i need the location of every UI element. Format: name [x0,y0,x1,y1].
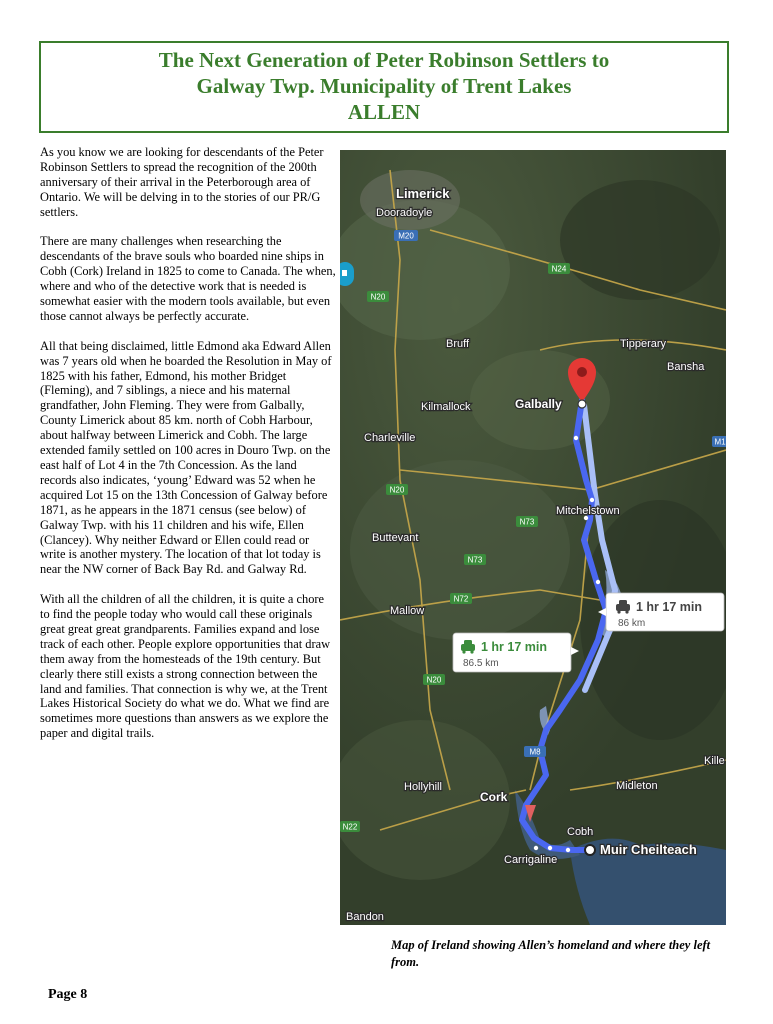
alt-route-time: 1 hr 17 min [636,600,702,614]
place-carrigaline: Carrigaline [504,854,558,866]
place-kille: Kille [704,755,725,767]
terrain-patch [350,460,570,640]
place-charleville: Charleville [364,432,416,444]
route-callout-primary[interactable] [453,633,579,672]
paragraph-1: As you know we are looking for descendants of the Peter Robinson Settlers to spread the recognition of the 200th anniversary of their arrival in the Peterborough area of Ontario. We will be delving in to the stories of our PR/G settlers. [40,145,324,219]
place-limerick: Limerick [396,186,450,201]
place-kilmallock: Kilmallock [421,401,471,413]
place-mitchelstown: Mitchelstown [556,505,620,517]
title-line-3: ALLEN [347,100,421,124]
road-label-n73: N73 [519,517,535,527]
place-hollyhill: Hollyhill [404,781,442,793]
road-label-m8: M8 [529,747,541,757]
title-line-2: Galway Twp. Municipality of Trent Lakes [196,74,572,98]
place-muir-cheilteach: Muir Cheilteach [600,842,697,857]
origin-dot [578,400,586,408]
road-label-n72: N72 [453,594,469,604]
place-cork: Cork [480,790,508,804]
place-midleton: Midleton [616,780,658,792]
place-mallow: Mallow [390,605,425,617]
side-marker-glyph [342,270,347,276]
primary-route-distance: 86.5 km [463,658,499,669]
map-svg [340,150,726,925]
place-bruff: Bruff [446,338,470,350]
map-caption: Map of Ireland showing Allen’s homeland and where they left from. [391,938,711,969]
route-map [340,150,726,925]
terrain-patch [560,180,720,300]
road-label-n20: N20 [370,292,386,302]
road-label-n22: N22 [342,822,358,832]
page-number: Page 8 [48,987,88,1002]
place-galbally: Galbally [515,397,562,411]
start-marker-icon [585,845,595,855]
title-box [39,41,729,133]
road-label-n20: N20 [426,675,442,685]
place-cobh: Cobh [567,826,594,838]
road-label-n24: N24 [551,264,567,274]
road-label-n73: N73 [467,555,483,565]
place-dooradoyle: Dooradoyle [376,207,433,219]
paragraph-2: There are many challenges when researching the descendants of the brave souls who boarded nine ships in Cobh (Cork) Ireland in 1825 to come to Canada. The when, where and who of the detective work that is needed is somewhat easier with the modern tools available, but even those cannot always be perfectly accurate. [40,234,336,323]
title-line-1: The Next Generation of Peter Robinson Settlers to [158,48,610,72]
road-label-m1: M1 [714,437,726,447]
primary-route-time: 1 hr 17 min [481,640,547,654]
paragraph-3: All that being disclaimed, little Edmond aka Edward Allen was 7 years old when he boarded the Resolution in May of 1825 with his father, Edmond, his mother Bridget (Fleming), and 7 siblings, a niece and his maternal grandfather, John Fleming. They were from Galbally, County Limerick about 85 km. north of Cobh Harbour, about halfway between Limerick and Cobh. The large extended family settled on 100 acres in Douro Twp. on the east half of Lot 4 in the 7th Concession. As the land records also indicates, ‘young’ Edward was 52 when he acquired Lot 15 on the 13th Concession of Galway before 1871, as he appears in the 1871 census (see below) of Galway Twp. with his 11 children and his wife, Ellen (Clancey). Why neither Edward or Ellen could read or write is another mystery. The location of that lot today is near the NW corner of Back Bay Rd. and Galway Rd. [40,338,332,577]
paragraph-4: With all the children of all the children, it is quite a chore to find the people today who would call these originals great great great grandparents. Families expand and lose track of each other. People explore opportunities that draw them away from the homesteads of the 19th century. But clearly there still exists a strong connection between the land and families. That connection is why we, at the Trent Lakes Historical Society do what we do. What we find are sometimes more questions than answers as we explore the paper and digital trails. [40,592,331,741]
pin-center [577,367,587,377]
place-bandon: Bandon [346,911,384,923]
article-body [40,145,336,756]
road-label-m20: M20 [398,231,414,241]
route-callout-alt[interactable] [598,593,724,631]
place-tipperary: Tipperary [620,338,667,350]
place-bansha: Bansha [667,361,705,373]
alt-route-distance: 86 km [618,618,646,629]
road-label-n20: N20 [389,485,405,495]
place-buttevant: Buttevant [372,532,419,544]
